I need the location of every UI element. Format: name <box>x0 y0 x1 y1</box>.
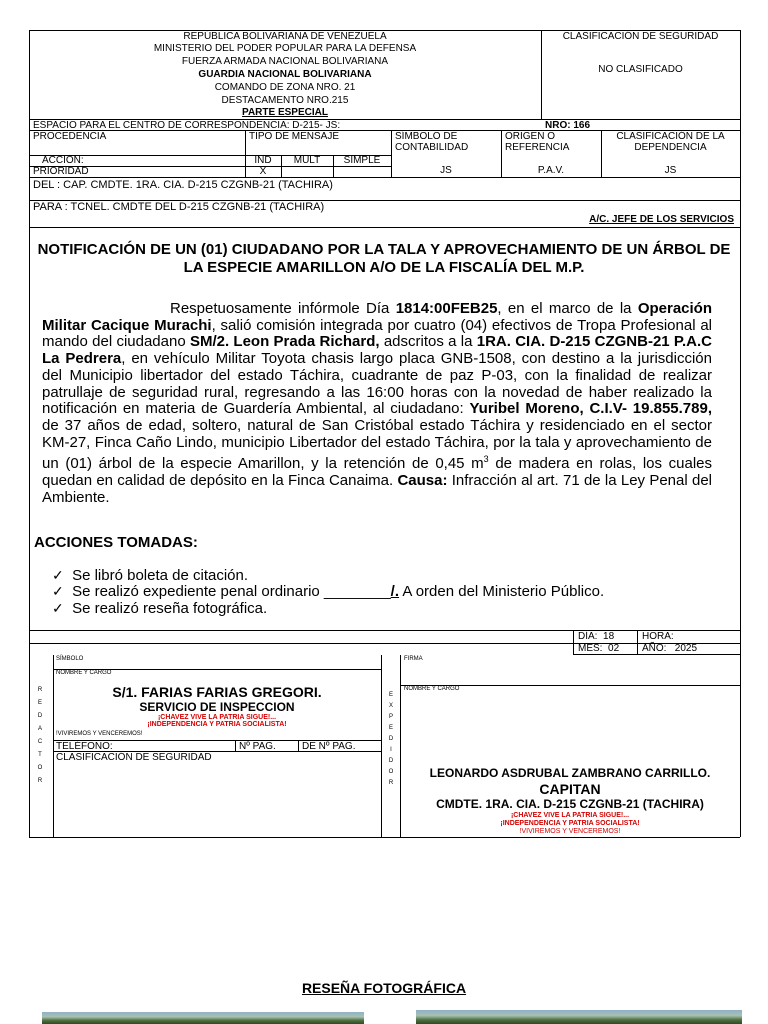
para-line: PARA : TCNEL. CMDTE DEL D-215 CZGNB-21 (TACHIRA) <box>33 201 325 213</box>
photo-right <box>416 1010 742 1024</box>
firma-label: FIRMA <box>404 656 423 662</box>
prioridad-mark: X <box>259 166 267 177</box>
tipo-mensaje-label: TIPO DE MENSAJE <box>249 131 340 142</box>
redactor-vertical-label: R E D A C T O R <box>37 687 43 784</box>
clasificacion-label: CLASIFICACIÓN DE SEGURIDAD <box>562 31 719 42</box>
acciones-heading: ACCIONES TOMADAS: <box>34 534 198 551</box>
check-icon: ✓ <box>52 583 64 599</box>
expedidor-name: LEONARDO ASDRUBAL ZAMBRANO CARRILLO. <box>429 766 711 780</box>
espacio-correspondencia: ESPACIO PARA EL CENTRO DE CORRESPONDENCIA: D-215- JS: <box>33 120 341 131</box>
procedencia-label: PROCEDENCIA <box>33 131 107 142</box>
redactor-slogan-1: ¡CHAVEZ VIVE LA PATRIA SIGUE!... <box>157 714 277 721</box>
parte-especial-title: PARTE ESPECIAL <box>242 107 328 118</box>
ind-label: IND <box>254 155 272 166</box>
ac-jefe-servicios: A/C. JEFE DE LOS SERVICIOS <box>589 214 734 225</box>
hora-label: HORA: <box>642 631 674 642</box>
photo-left <box>42 1012 364 1024</box>
header-line-1: REPÚBLICA BOLIVARIANA DE VENEZUELA <box>183 31 387 42</box>
redactor-role: SERVICIO DE INSPECCION <box>139 700 295 714</box>
simbolo-label: SÍMBOLO <box>56 656 84 662</box>
clasificacion-seguridad-label: CLASIFICACIÓN DE SEGURIDAD <box>56 752 212 763</box>
check-icon: ✓ <box>52 567 64 583</box>
expedidor-slogan-3: !VIVIREMOS Y VENCEREMOS! <box>519 828 621 835</box>
telefono-label: TELÉFONO: <box>56 741 113 752</box>
simbolo-contabilidad-label: SÍMBOLO DE CONTABILIDAD <box>395 131 469 153</box>
check-icon: ✓ <box>52 600 64 616</box>
header-line-2: MINISTERIO DEL PODER POPULAR PARA LA DEFENSA <box>153 43 417 54</box>
de-npag-label: DE Nº PAG. <box>302 741 356 752</box>
npag-label: Nº PAG. <box>239 741 276 752</box>
expedidor-role: CMDTE. 1RA. CIA. D-215 CZGNB-21 (TACHIRA) <box>436 797 704 811</box>
list-item: ✓ Se libró boleta de citación. <box>52 567 249 584</box>
redactor-slogan-3: !VIVIREMOS Y VENCEREMOS! <box>56 731 143 737</box>
expedidor-vertical-label: E X P E D I D O R <box>388 692 394 786</box>
accion-label: ACCION: <box>42 155 84 166</box>
body-paragraph: Respetuosamente infórmole Día 1814:00FEB25, en el marco de la Operación Militar Cacique Murachi, salió comisión integrada por cuatro (04) efectivos de Tropa Profesional al mando del ciudadano SM/2. Leon Prada Richard, adscritos a la 1RA. CIA. D-215 CZGNB-21 P.A.C La Pedrera, en vehículo Militar Toyota chasis largo placa GNB-1508, con destino a la jurisdicción del Municipio libertador del estado Táchira, cuadrante de paz P-03, con la finalidad de realizar patrullaje de seguridad rural, regresando a las 16:00 horas con la novedad de haber realizado la notificación en materia de Guardería Ambiental, al ciudadano: Yuribel Moreno, C.I.V- 19.855.789, de 37 años de edad, soltero, natural de San Cristóbal estado Táchira y residenciado en el sector KM-27, Finca Caño Lindo, municipio Libertador del estado Táchira, por la tala y aprovechamiento de un (01) árbol de la especie Amarillon, y la retención de 0,45 $m^3$ de madera en rolas, los cuales quedan en calidad de depósito en la Finca Canaima. Causa: Infracción al art. 71 de la Ley Penal del Ambiente. <box>42 300 712 506</box>
mult-label: MULT <box>293 155 321 166</box>
clasificacion-dep-value: JS <box>664 165 677 176</box>
simbolo-value: JS <box>440 165 452 176</box>
guardia-title: GUARDIA NACIONAL BOLIVARIANA <box>198 69 372 80</box>
nombre-cargo-expedidor-label: NOMBRE Y CARGO <box>404 686 460 692</box>
nro-label: NRO: 166 <box>545 120 591 131</box>
redactor-slogan-2: ¡INDEPENDENCIA Y PATRIA SOCIALISTA! <box>147 721 287 728</box>
destacamento-line: DESTACAMENTO NRO.215 <box>221 95 349 106</box>
expedidor-slogan-2: ¡INDEPENDENCIA Y PATRIA SOCIALISTA! <box>500 820 640 827</box>
ano-field: AÑO: 2025 <box>642 643 698 654</box>
expedidor-rank: CAPITAN <box>539 781 601 797</box>
clasificacion-dependencia-label: CLASIFICACIÓN DE LA DEPENDENCIA <box>616 131 725 153</box>
mes-field: MES: 02 <box>578 643 620 654</box>
redactor-name: S/1. FARIAS FARIAS GREGORI. <box>112 684 322 700</box>
expedidor-slogan-1: ¡CHAVEZ VIVE LA PATRIA SIGUE!... <box>510 812 630 819</box>
origen-value: P.A.V. <box>537 165 565 176</box>
origen-referencia-label: ORIGEN O REFERENCIA <box>505 131 570 153</box>
header-line-3: FUERZA ARMADA NACIONAL BOLIVARIANA <box>181 56 389 67</box>
simple-label: SIMPLE <box>343 155 381 166</box>
document-title: NOTIFICACIÓN DE UN (01) CIUDADANO POR LA TALA Y APROVECHAMIENTO DE UN ÁRBOL DE LA ESPECIE AMARILLON A/O DE LA FISCALÍA DEL M.P. <box>37 241 731 276</box>
comando-line: COMANDO DE ZONA NRO. 21 <box>214 82 356 93</box>
list-item: ✓ Se realizó expediente penal ordinario ________/. A orden del Ministerio Público. <box>52 583 605 600</box>
resena-heading: RESEÑA FOTOGRÁFICA <box>301 980 467 996</box>
list-item: ✓ Se realizó reseña fotográfica. <box>52 600 268 617</box>
dia-field: DÍA: 18 <box>578 631 615 642</box>
prioridad-label: PRIORIDAD <box>33 166 89 177</box>
del-line: DEL : CAP. CMDTE. 1RA. CIA. D-215 CZGNB-21 (TACHIRA) <box>33 179 333 191</box>
clasificacion-value: NO CLASIFICADO <box>598 64 683 75</box>
nombre-cargo-label: NOMBRE Y CARGO <box>56 670 112 676</box>
